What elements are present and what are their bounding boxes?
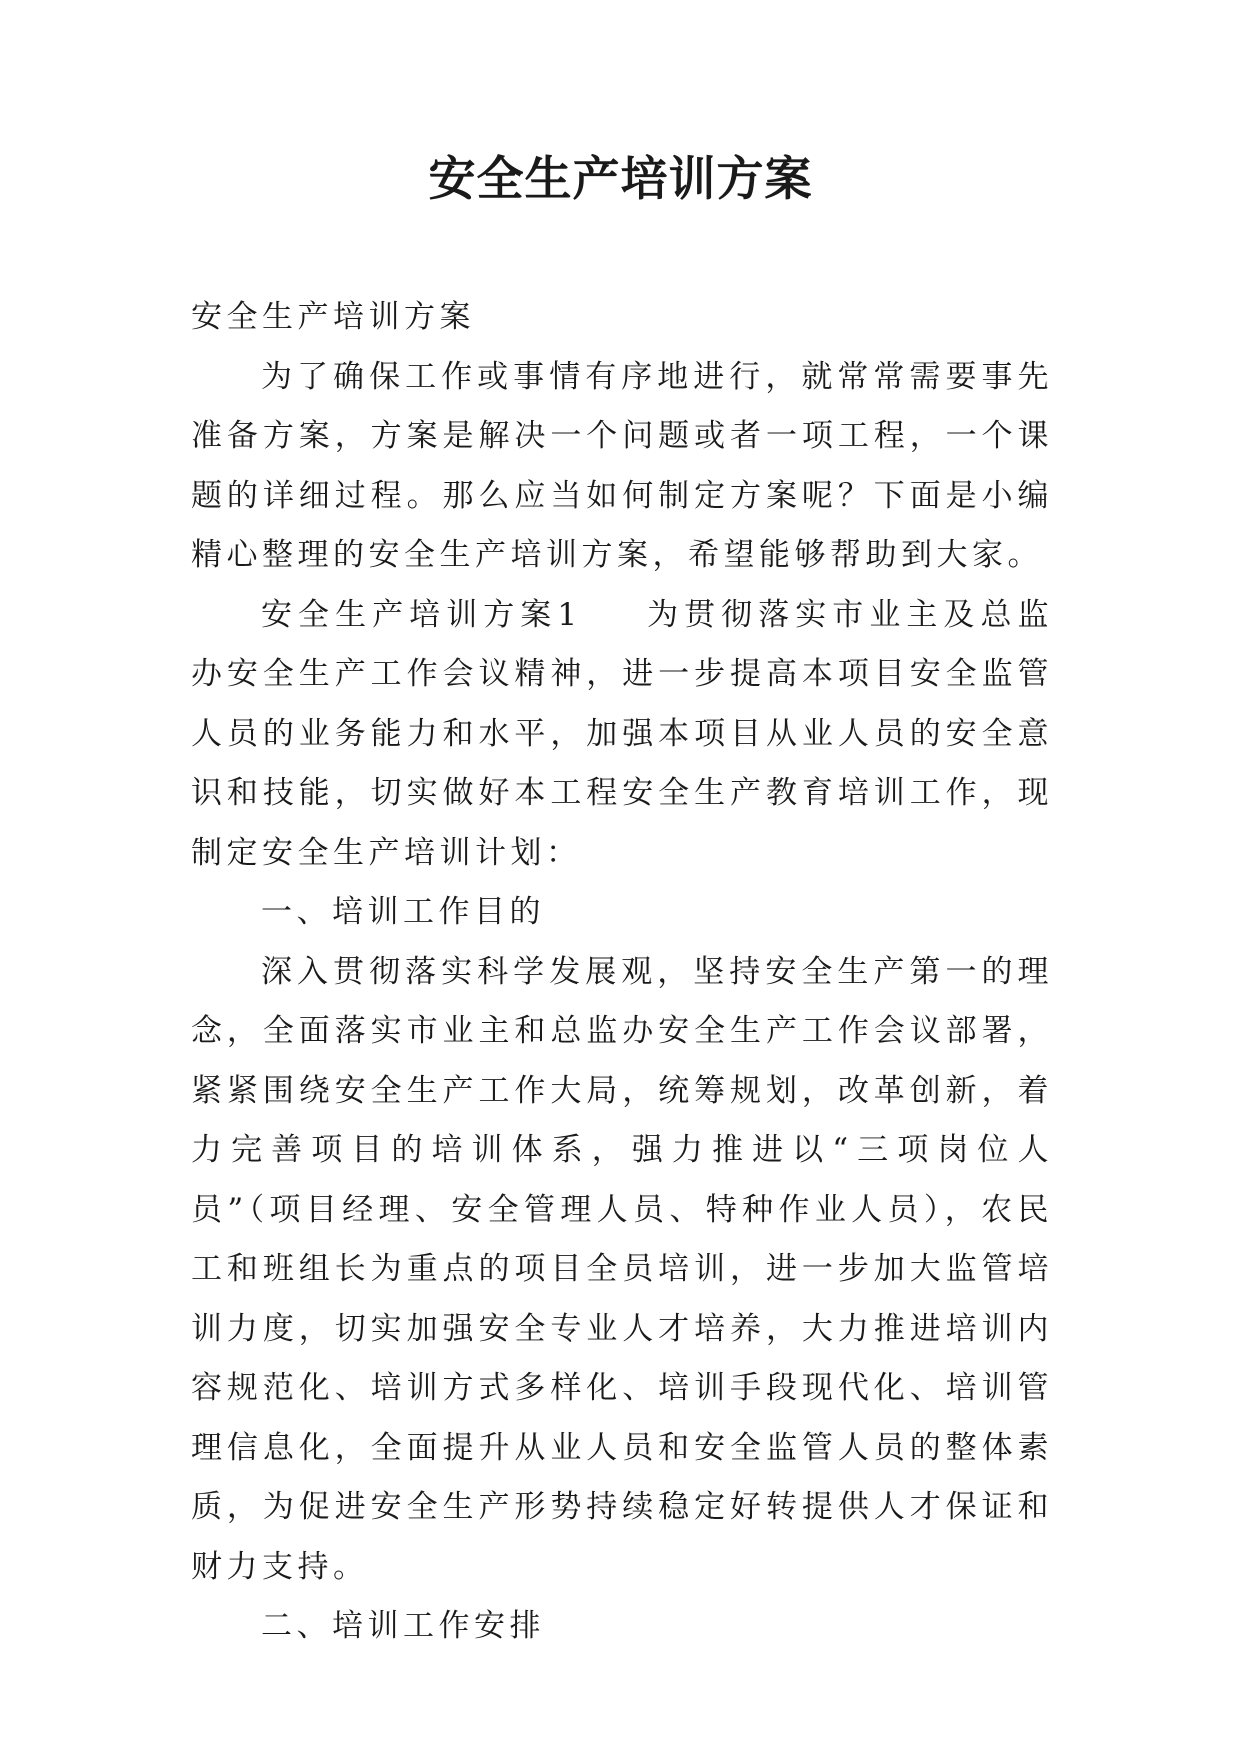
document-body — [191, 288, 1053, 1657]
intro-paragraph: 为了确保工作或事情有序地进行，就常常需要事先准备方案，方案是解决一个问题或者一项工程，一个课题的详细过程。那么应当如何制定方案呢？下面是小编精心整理的安全生产培训方案，希望能够帮助到大家。 — [191, 358, 1053, 573]
purpose-paragraph: 深入贯彻落实科学发展观，坚持安全生产第一的理念，全面落实市业主和总监办安全生产工作会议部署，紧紧围绕安全生产工作大局，统筹规划，改革创新，着力完善项目的培训体系，强力推进以“三项岗位人员”（项目经理、安全管理人员、特种作业人员），农民工和班组长为重点的项目全员培训，进一步加大监管培训力度，切实加强安全专业人才培养，大力推进培训内容规范化、培训方式多样化、培训手段现代化、培训管理信息化，全面提升从业人员和安全监管人员的整体素质，为促进安全生产形势持续稳定好转提供人才保证和财力支持。 — [191, 953, 1053, 1585]
plan-1-paragraph — [191, 586, 1053, 884]
section-label: 安全生产培训方案1 — [261, 596, 582, 633]
document-title: 安全生产培训方案 — [428, 152, 813, 207]
subtitle-paragraph: 安全生产培训方案 — [191, 299, 475, 335]
heading-arrangement: 二、培训工作安排 — [261, 1608, 545, 1644]
plan-1-text: 为贯彻落实市业主及总监办安全生产工作会议精神，进一步提高本项目安全监管人员的业务能力和水平，加强本项目从业人员的安全意识和技能，切实做好本工程安全生产教育培训工作，现制定安全生产培训计划： — [191, 596, 1053, 871]
heading-purpose: 一、培训工作目的 — [261, 894, 545, 930]
